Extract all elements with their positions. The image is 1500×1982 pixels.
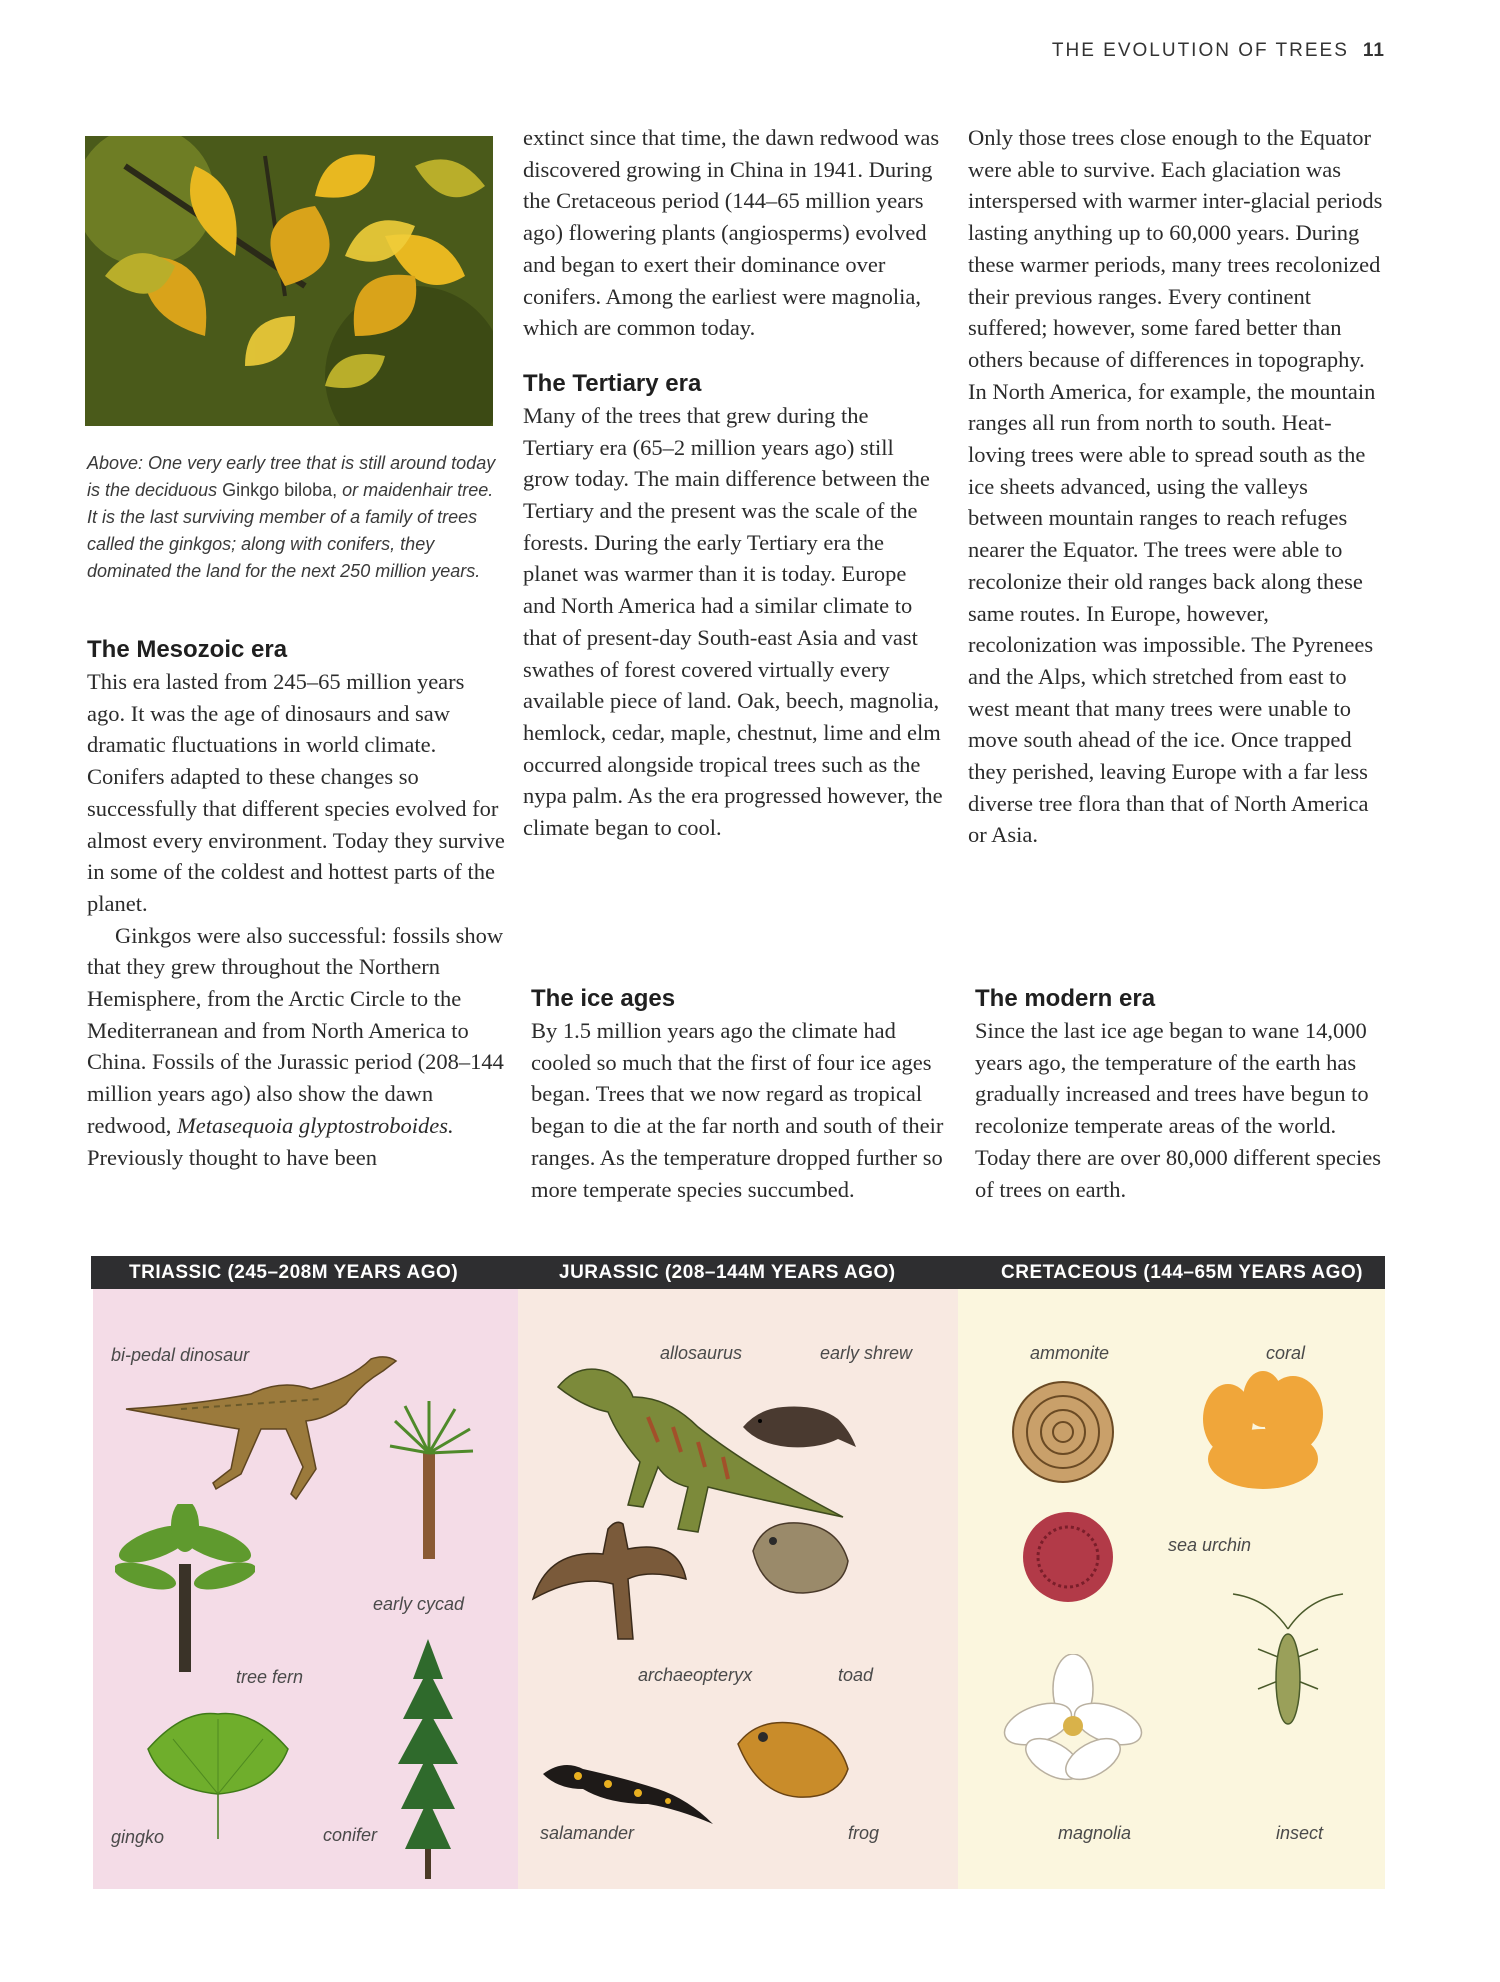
photo-caption xyxy=(87,450,497,585)
label-frog: frog xyxy=(848,1823,880,1843)
frog-icon xyxy=(728,1709,858,1809)
ammonite-icon xyxy=(1008,1377,1118,1487)
triassic-panel xyxy=(93,1289,518,1889)
triassic-title: TRIASSIC (245–208M YEARS AGO) xyxy=(129,1262,459,1283)
cretaceous-title: CRETACEOUS (144–65M YEARS AGO) xyxy=(1001,1262,1364,1283)
column-ice-ages xyxy=(531,983,951,1205)
ginkgo-leaf-icon xyxy=(143,1709,293,1849)
column-3-continuation: Only those trees close enough to the Equator were able to survive. Each glaciation was interspersed with warmer inter-glacial periods lasting anything up to 60,000 years. During these warmer periods, many trees recolonized their previous ranges. Every continent suffered; however, some fared better than others because of differences in topography. In North America, for example, the mountain ranges all run from north to south. Heat-loving trees were able to spread south as the ice sheets advanced, using the valleys between mountain ranges to reach refuges nearer the Equator. The trees were able to recolonize their old ranges back along these same routes. In Europe, however, recolonization was impossible. The Pyrenees and the Alps, which stretched from east to west meant that many trees were unable to move south ahead of the ice. Once trapped they perished, leaving Europe with a far less diverse tree flora than that of North America or Asia. xyxy=(968,125,1383,848)
magnolia-icon xyxy=(998,1654,1148,1804)
salamander-icon xyxy=(538,1749,718,1829)
label-early-cycad: early cycad xyxy=(373,1594,465,1614)
archaeopteryx-icon xyxy=(528,1509,688,1649)
column-2 xyxy=(523,122,943,844)
label-bi-pedal-dinosaur: bi-pedal dinosaur xyxy=(111,1345,250,1365)
label-tree-fern: tree fern xyxy=(236,1667,304,1687)
cycad-icon xyxy=(385,1401,475,1561)
sea-urchin-icon xyxy=(1018,1507,1118,1607)
caption-text-2: or maidenhair tree. It is the last surviving member of a family of trees called the ginkgos; along with conifers, they dominated the land for the next 250 million years. xyxy=(87,480,494,581)
ice-ages-paragraph: By 1.5 million years ago the climate had cooled so much that the first of four ice ages began. Trees that we now regard as tropical began to die at the far north and south of their ranges. As the temperature dropped further so more temperate species succumbed. xyxy=(531,1018,944,1202)
coral-icon xyxy=(1188,1369,1338,1499)
running-header xyxy=(1052,40,1385,62)
jurassic-title: JURASSIC (208–144M YEARS AGO) xyxy=(559,1262,896,1283)
heading-ice-ages: The ice ages xyxy=(531,985,676,1012)
caption-species: Ginkgo biloba, xyxy=(222,480,338,500)
cretaceous-panel xyxy=(958,1289,1385,1889)
heading-modern: The modern era xyxy=(975,985,1156,1012)
dinosaur-icon xyxy=(121,1349,421,1509)
label-toad: toad xyxy=(838,1665,874,1685)
label-archaeopteryx: archaeopteryx xyxy=(638,1665,753,1685)
conifer-icon xyxy=(393,1639,463,1879)
column-2-continuation: extinct since that time, the dawn redwood was discovered growing in China in 1941. During the Cretaceous period (144–65 million years ago) flowering plants (angiosperms) evolved and began to exert their dominance over conifers. Among the earliest were magnolia, which are common today. xyxy=(523,125,940,341)
label-insect: insect xyxy=(1276,1823,1324,1843)
mesozoic-paragraph-1: This era lasted from 245–65 million years ago. It was the age of dinosaurs and saw dramatic fluctuations in world climate. Conifers adapted to these changes so successfully that different species evolved for almost every environment. Today they survive in some of the coldest and hottest parts of the planet. xyxy=(87,669,505,916)
ginkgo-photo xyxy=(85,136,493,426)
label-coral: coral xyxy=(1266,1343,1306,1363)
label-sea-urchin: sea urchin xyxy=(1168,1535,1252,1555)
column-mesozoic xyxy=(87,634,507,1173)
label-gingko: gingko xyxy=(111,1827,165,1847)
mesozoic-paragraph-2 xyxy=(87,920,507,1174)
shrew-icon xyxy=(738,1389,858,1459)
heading-tertiary: The Tertiary era xyxy=(523,369,702,397)
tertiary-paragraph: Many of the trees that grew during the Tertiary era (65–2 million years ago) still grow today. The main difference between the Tertiary and the present was the scale of the forests. During the early Tertiary era the planet was warmer than it is today. Europe and North America had a similar climate to that of present-day South-east Asia and vast swathes of forest covered virtually every available piece of land. Oak, beech, magnolia, hemlock, cedar, maple, chestnut, lime and elm occurred alongside tropical trees such as the nypa palm. As the era progressed however, the climate began to cool. xyxy=(523,402,943,841)
heading-mesozoic: The Mesozoic era xyxy=(87,636,288,663)
jurassic-panel xyxy=(518,1289,958,1889)
label-salamander: salamander xyxy=(540,1823,635,1843)
mesozoic-p2-start: Ginkgos were also successful: fossils show that they grew throughout the Northern Hemisphere, from the Arctic Circle to the Mediterranean and from North America to China. Fossils of the Jurassic period (208–144 million years ago) also show the dawn redwood, xyxy=(87,922,504,1138)
tree-fern-icon xyxy=(115,1504,255,1674)
period-title-band xyxy=(91,1256,1385,1289)
modern-paragraph: Since the last ice age began to wane 14,000 years ago, the temperature of the earth has gradually increased and trees have begun to recolonize temperate areas of the world. Today there are over 80,000 different species of trees on earth. xyxy=(975,1018,1381,1202)
label-early-shrew: early shrew xyxy=(820,1343,913,1363)
column-3 xyxy=(968,122,1388,851)
label-conifer: conifer xyxy=(323,1825,378,1845)
species-name: Metasequoia glyptostroboides. xyxy=(176,1112,454,1138)
page-number: 11 xyxy=(1362,40,1385,61)
mesozoic-p2-end: Previously thought to have been xyxy=(87,1144,377,1170)
label-magnolia: magnolia xyxy=(1058,1823,1132,1843)
caption-text-1: Above: One very early tree that is still around today is the deciduous xyxy=(87,453,496,500)
toad-icon xyxy=(743,1511,853,1601)
label-allosaurus: allosaurus xyxy=(660,1343,743,1363)
label-ammonite: ammonite xyxy=(1030,1343,1110,1363)
insect-icon xyxy=(1228,1589,1348,1739)
column-modern xyxy=(975,983,1395,1205)
section-title: THE EVOLUTION OF TREES xyxy=(1051,40,1349,61)
